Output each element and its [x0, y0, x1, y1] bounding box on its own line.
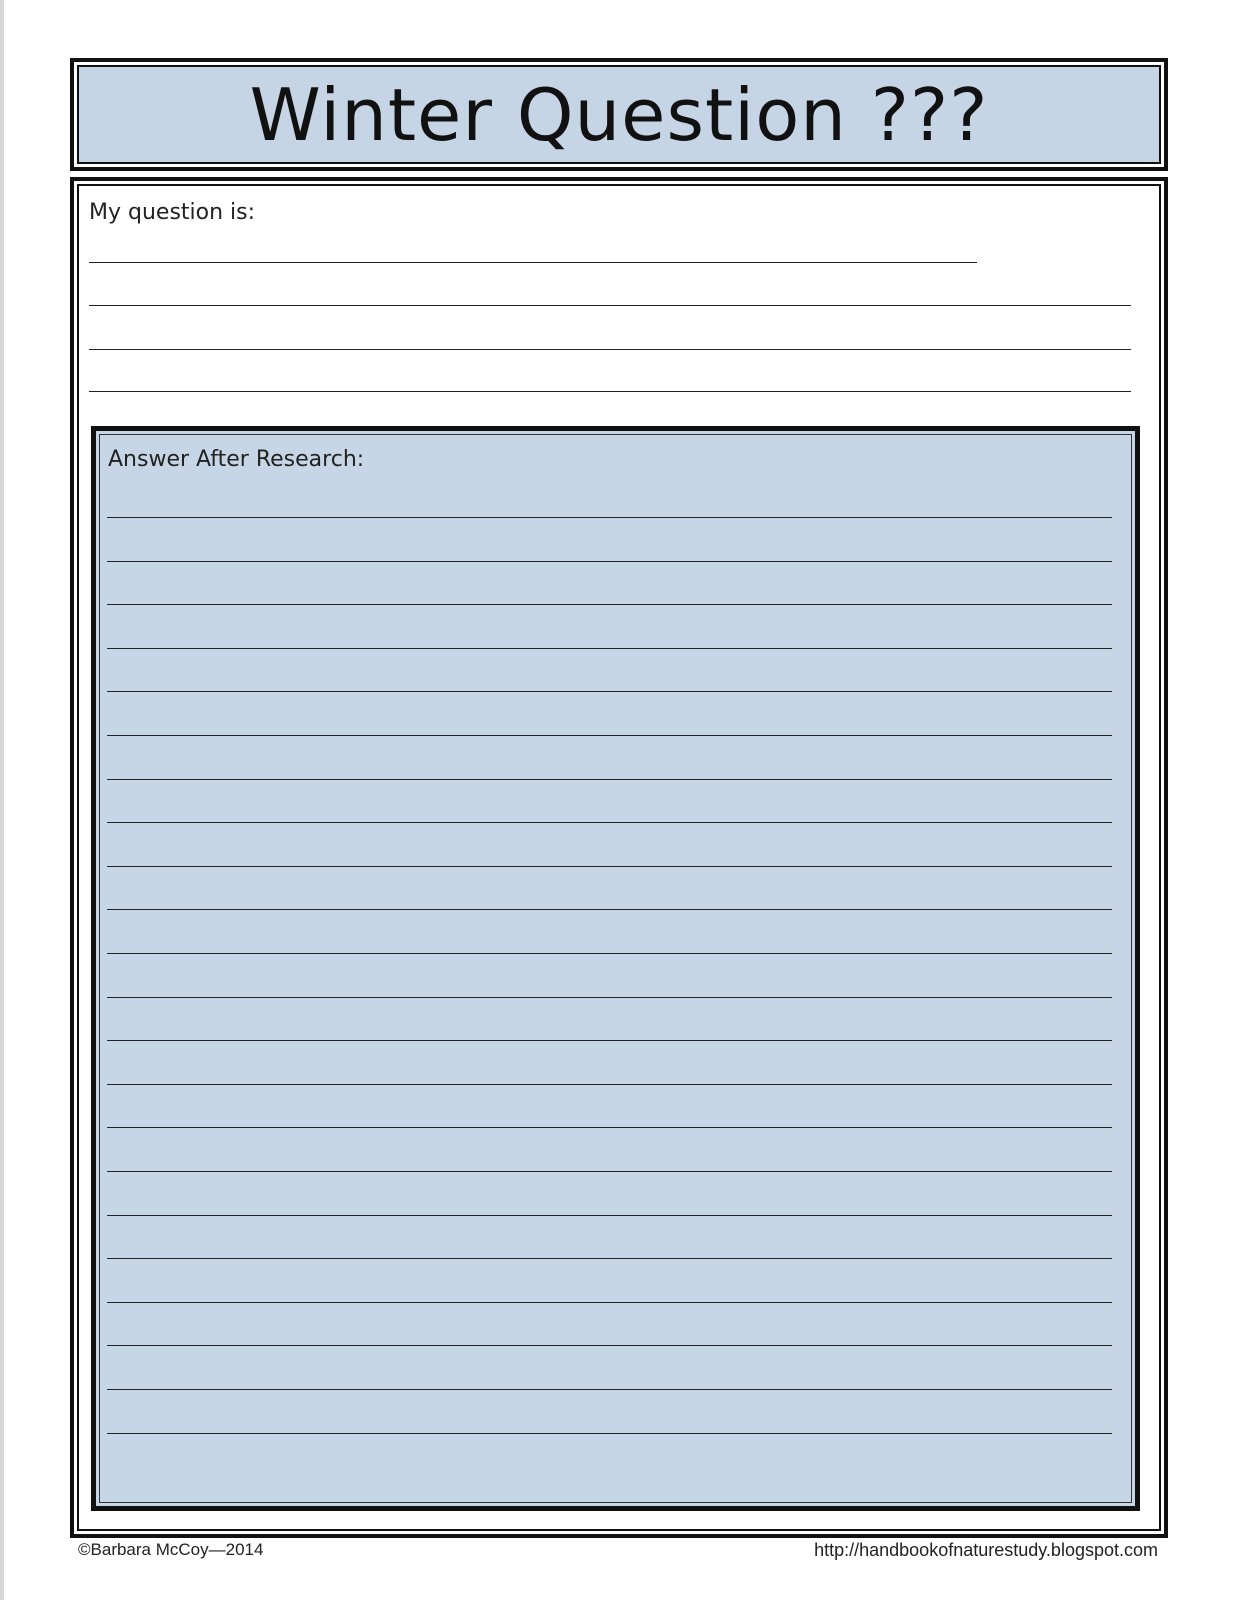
- answer-writing-line[interactable]: [107, 1433, 1112, 1434]
- question-writing-line[interactable]: [89, 391, 1131, 392]
- answer-writing-line[interactable]: [107, 1127, 1112, 1128]
- answer-writing-line[interactable]: [107, 648, 1112, 649]
- answer-writing-line[interactable]: [107, 822, 1112, 823]
- question-label: My question is:: [89, 200, 256, 225]
- website-url[interactable]: http://handbookofnaturestudy.blogspot.com: [814, 1540, 1158, 1560]
- answer-writing-line[interactable]: [107, 953, 1112, 954]
- answer-writing-line[interactable]: [107, 1389, 1112, 1390]
- answer-box: [91, 426, 1140, 1511]
- worksheet-title: Winter Question ???: [249, 72, 989, 157]
- answer-writing-line[interactable]: [107, 1215, 1112, 1216]
- worksheet-frame-inner: [77, 184, 1161, 1531]
- answer-box-inner: [99, 434, 1132, 1503]
- answer-label: Answer After Research:: [108, 447, 365, 472]
- answer-writing-line[interactable]: [107, 909, 1112, 910]
- answer-writing-line[interactable]: [107, 735, 1112, 736]
- answer-writing-line[interactable]: [107, 517, 1112, 518]
- answer-writing-line[interactable]: [107, 1345, 1112, 1346]
- answer-writing-line[interactable]: [107, 1171, 1112, 1172]
- page-edge: [0, 0, 4, 1600]
- question-writing-line[interactable]: [89, 349, 1131, 350]
- answer-writing-line[interactable]: [107, 1258, 1112, 1259]
- title-banner-inner: [77, 65, 1161, 164]
- answer-writing-line[interactable]: [107, 561, 1112, 562]
- question-writing-line[interactable]: [89, 262, 977, 263]
- answer-writing-line[interactable]: [107, 866, 1112, 867]
- title-banner: [70, 58, 1168, 171]
- answer-writing-line[interactable]: [107, 1302, 1112, 1303]
- question-writing-line[interactable]: [89, 305, 1131, 306]
- answer-writing-line[interactable]: [107, 1084, 1112, 1085]
- answer-writing-line[interactable]: [107, 1040, 1112, 1041]
- copyright-text: ©Barbara McCoy—2014: [78, 1540, 264, 1559]
- answer-writing-line[interactable]: [107, 997, 1112, 998]
- answer-writing-line[interactable]: [107, 691, 1112, 692]
- answer-writing-line[interactable]: [107, 604, 1112, 605]
- worksheet-frame: [70, 177, 1168, 1538]
- answer-writing-line[interactable]: [107, 779, 1112, 780]
